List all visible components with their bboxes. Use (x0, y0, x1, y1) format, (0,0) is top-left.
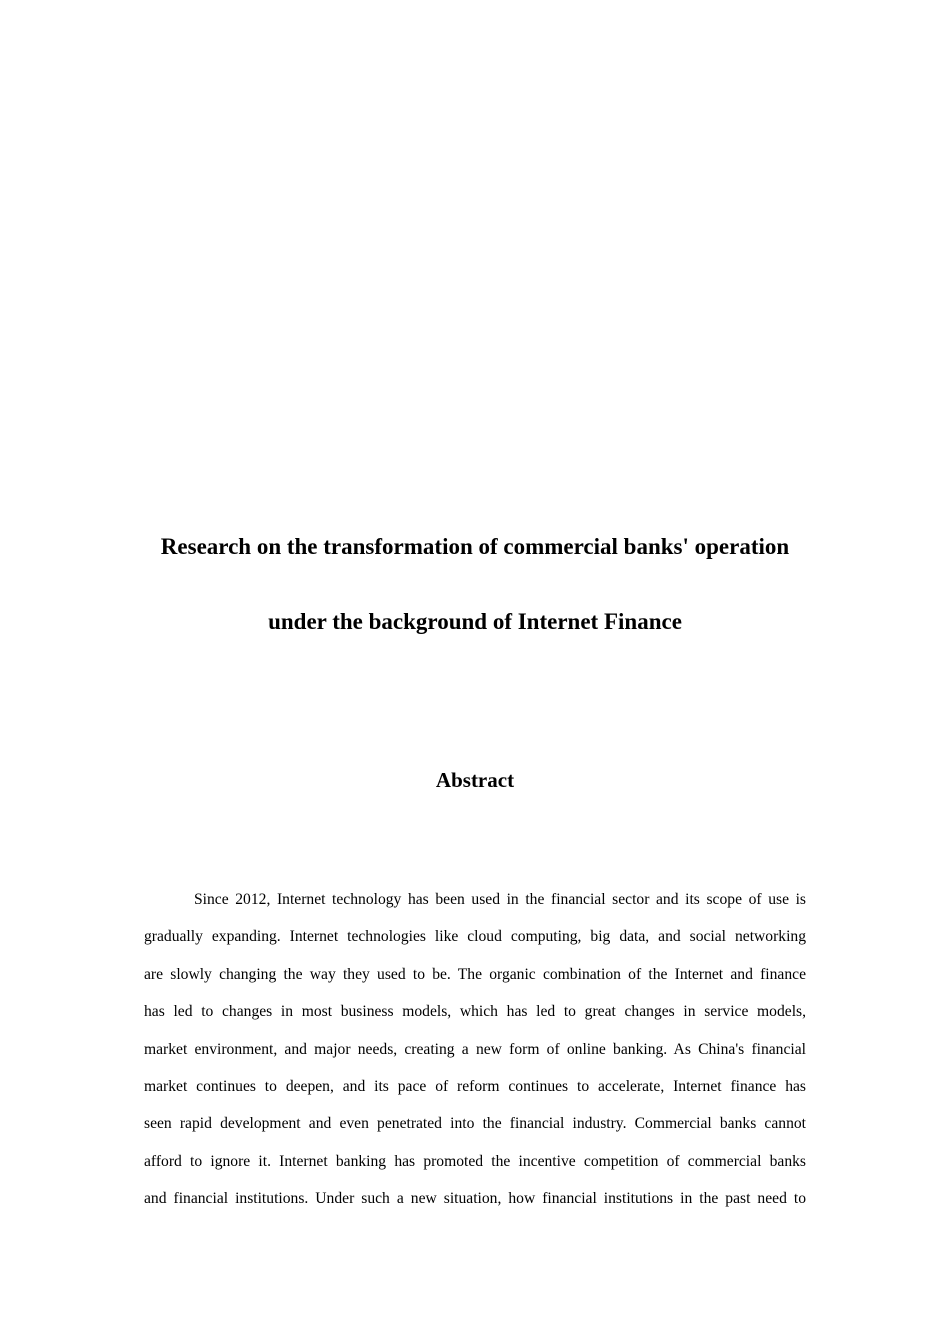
paper-title-line-1: Research on the transformation of commercial banks' operation (160, 534, 790, 559)
abstract-heading: Abstract (435, 768, 515, 792)
abstract-line: afford to ignore it. Internet banking has promoted the incentive competition of commercial banks (144, 1152, 806, 1170)
abstract-line: are slowly changing the way they used to be. The organic combination of the Internet and finance (144, 965, 806, 983)
abstract-line: has led to changes in most business models, which has led to great changes in service models, (144, 1003, 806, 1021)
abstract-line: and financial institutions. Under such a new situation, how financial institutions in the past need to (144, 1190, 806, 1208)
paper-title-line-2: under the background of Internet Finance (268, 609, 682, 634)
abstract-body (144, 881, 806, 1218)
abstract-line: gradually expanding. Internet technologies like cloud computing, big data, and social networking (144, 928, 806, 946)
abstract-line: Since 2012, Internet technology has been used in the financial sector and its scope of use is (194, 891, 806, 908)
abstract-line: market environment, and major needs, creating a new form of online banking. As China's financial (144, 1040, 806, 1058)
abstract-line: seen rapid development and even penetrated into the financial industry. Commercial banks cannot (144, 1115, 806, 1133)
abstract-line: market continues to deepen, and its pace of reform continues to accelerate, Internet finance has (144, 1077, 806, 1095)
